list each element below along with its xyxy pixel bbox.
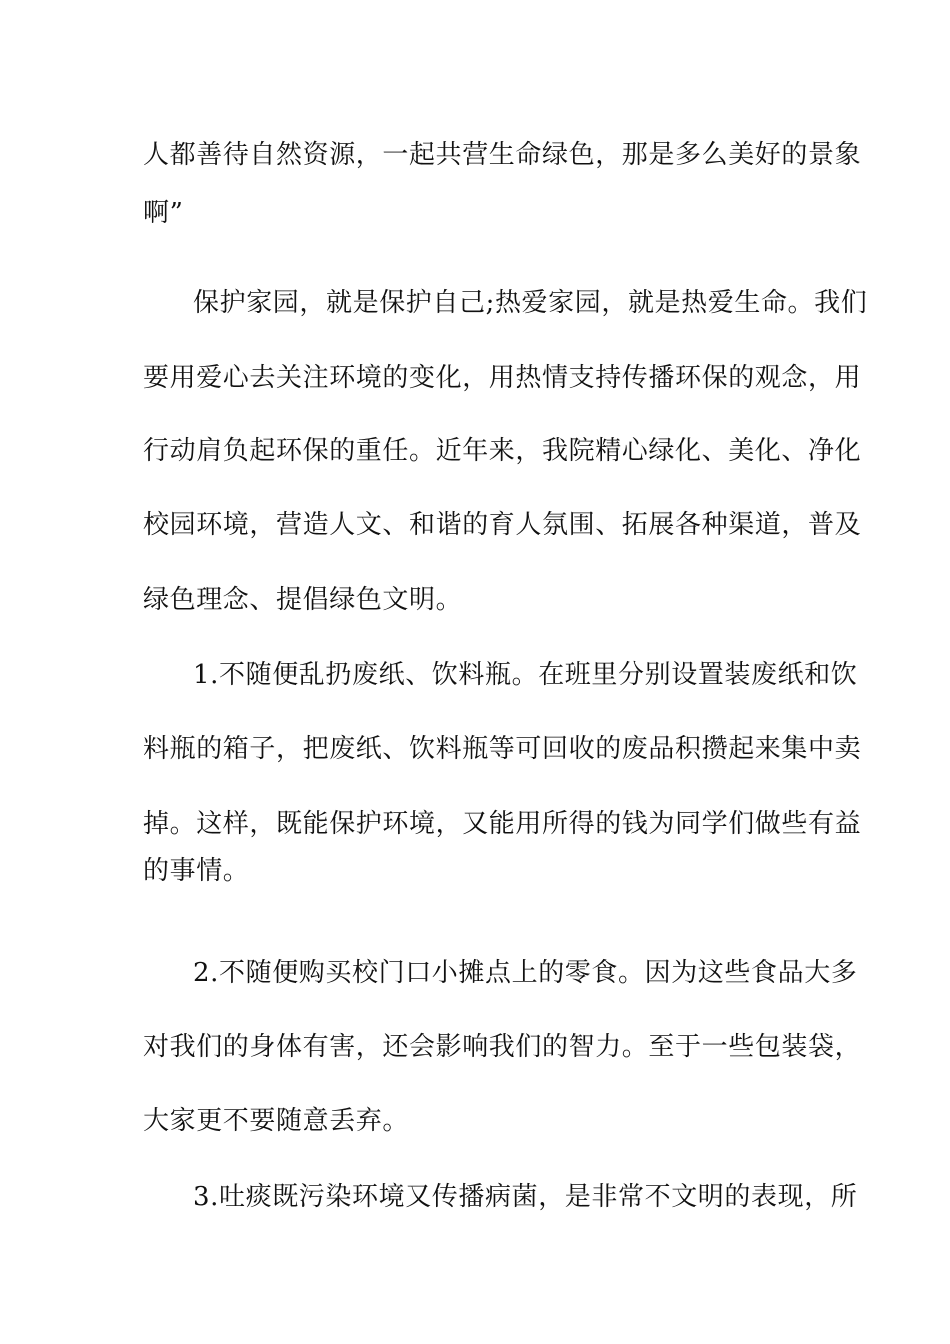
text-line: 对我们的身体有害，还会影响我们的智力。至于一些包装袋， bbox=[143, 1032, 862, 1062]
text-line: 校园环境，营造人文、和谐的育人氛围、拓展各种渠道，普及 bbox=[143, 510, 862, 540]
list-item-1-first-line: 1.不随便乱扔废纸、饮料瓶。在班里分别设置装废纸和饮 bbox=[193, 660, 858, 690]
list-item-2-first-line: 2.不随便购买校门口小摊点上的零食。因为这些食品大多 bbox=[193, 958, 858, 988]
paragraph-first-line: 保护家园，就是保护自己;热爱家园，就是热爱生命。我们 bbox=[193, 288, 868, 318]
text-line: 绿色理念、提倡绿色文明。 bbox=[143, 585, 463, 615]
text-line: 料瓶的箱子，把废纸、饮料瓶等可回收的废品积攒起来集中卖 bbox=[143, 734, 862, 764]
text-line: 啊” bbox=[143, 198, 184, 228]
text-line: 掉。这样，既能保护环境，又能用所得的钱为同学们做些有益 bbox=[143, 809, 862, 839]
text-line: 大家更不要随意丢弃。 bbox=[143, 1106, 410, 1136]
text-line: 的事情。 bbox=[143, 856, 250, 886]
text-line: 要用爱心去关注环境的变化，用热情支持传播环保的观念，用 bbox=[143, 363, 862, 393]
list-item-3-first-line: 3.吐痰既污染环境又传播病菌，是非常不文明的表现，所 bbox=[193, 1182, 858, 1212]
text-line: 人都善待自然资源，一起共营生命绿色，那是多么美好的景象 bbox=[143, 140, 862, 170]
text-line: 行动肩负起环保的重任。近年来，我院精心绿化、美化、净化 bbox=[143, 436, 862, 466]
